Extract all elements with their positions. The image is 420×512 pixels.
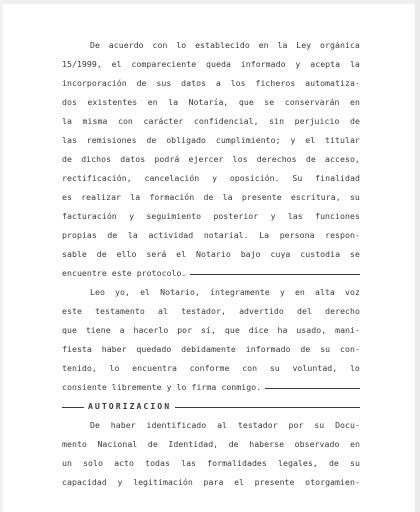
word: presente (254, 477, 295, 487)
word: la (168, 97, 179, 107)
word: sus (156, 78, 172, 88)
word: y (270, 211, 276, 221)
word: acceso, (325, 154, 360, 164)
word: la (349, 59, 360, 69)
word: con (117, 116, 133, 126)
word: misma (82, 116, 108, 126)
text-line (62, 226, 360, 245)
word: a (215, 78, 221, 88)
word: el (111, 59, 122, 69)
word: legitimación (133, 477, 193, 487)
word: Notario, (160, 287, 200, 297)
document-text (62, 36, 360, 492)
word: que (62, 325, 77, 335)
word: tenido, (62, 363, 97, 373)
word: oposición. (229, 173, 280, 183)
word: escritura, (290, 192, 341, 202)
page-left-edge (0, 0, 3, 512)
text-line (62, 473, 360, 492)
word: tiene (85, 325, 111, 335)
word: sí, (201, 325, 216, 335)
word: su (314, 420, 325, 430)
word: en (350, 439, 360, 449)
word: carácter (143, 116, 184, 126)
word: Identidad, (168, 439, 219, 449)
word: formación (149, 192, 195, 202)
text-line (62, 454, 360, 473)
word: este (62, 306, 82, 316)
word: en (258, 40, 269, 50)
word: haber (110, 420, 136, 430)
word: existentes (87, 97, 138, 107)
word: al (217, 420, 228, 430)
word: es (62, 192, 72, 202)
word: La (259, 230, 270, 240)
word: confidencial, (193, 116, 259, 126)
word: 15/1999, (62, 59, 102, 69)
word: automatiza- (305, 78, 360, 88)
text-line-content: encuentre este protocolo. (62, 268, 187, 278)
word: propias (62, 230, 97, 240)
word: un (62, 458, 72, 468)
word: queda (206, 59, 231, 69)
text-line (62, 359, 360, 378)
word: y (290, 135, 296, 145)
word: de (328, 458, 339, 468)
word: de (203, 192, 214, 202)
word: funciones (315, 211, 360, 221)
text-line (62, 340, 360, 359)
word: en (147, 97, 158, 107)
word: en (349, 97, 360, 107)
word: haberse (249, 439, 285, 449)
text-line (62, 207, 360, 226)
page-top-edge (0, 0, 420, 4)
word: posterior (213, 211, 259, 221)
word: lo (349, 363, 360, 373)
word: se (264, 97, 275, 107)
word: del (297, 306, 312, 316)
word: de (146, 135, 157, 145)
text-line (62, 55, 360, 74)
word: presente (241, 192, 282, 202)
word: se (349, 249, 360, 259)
word: Leo (90, 287, 105, 297)
word: íntegramente (210, 287, 270, 297)
text-line-content: consiente libremente y lo firma conmigo. (62, 382, 262, 392)
word: de (136, 78, 147, 88)
text-line (62, 112, 360, 131)
word: advertido (239, 306, 284, 316)
word: los (232, 154, 248, 164)
page-right-edge (415, 0, 420, 512)
word: que (238, 97, 254, 107)
word: acepta (310, 59, 341, 69)
word: realizar (81, 192, 122, 202)
word: voluntad, (292, 363, 338, 373)
text-line (62, 302, 360, 321)
text-line (62, 131, 360, 150)
word: informado (245, 344, 291, 354)
word: persona (279, 230, 315, 240)
text-line (62, 435, 360, 454)
word: ejercer (188, 154, 224, 164)
text-line (62, 321, 360, 340)
word: Docu- (335, 420, 360, 430)
word: dice (248, 325, 269, 335)
word: que (224, 325, 240, 335)
word: testador (237, 420, 278, 430)
word: la (277, 40, 288, 50)
word: mento (62, 439, 87, 449)
section-heading: AUTORIZACION (88, 401, 172, 411)
word: derechos (256, 154, 297, 164)
word: obligado (166, 135, 207, 145)
word: de (96, 249, 107, 259)
word: finalidad (315, 173, 360, 183)
word: respon- (325, 230, 360, 240)
word: lo (176, 40, 187, 50)
line-filler-rule (265, 388, 360, 389)
word: el (234, 477, 245, 487)
word: en (294, 287, 305, 297)
word: la (62, 116, 72, 126)
word: seguimiento (146, 211, 202, 221)
word: compareciente (131, 59, 197, 69)
word: lo (109, 363, 120, 373)
word: con (242, 363, 258, 373)
word: su (269, 363, 280, 373)
word: la (127, 230, 138, 240)
word: será (146, 249, 167, 259)
word: con (152, 40, 168, 50)
word: de (300, 344, 311, 354)
word: orgánica (320, 40, 360, 50)
word: de (305, 154, 316, 164)
word: cumplimiento; (215, 135, 281, 145)
word: hacerlo (133, 325, 169, 335)
word: capacidad (62, 477, 107, 487)
word: debidamente (181, 344, 236, 354)
word: datos (120, 154, 146, 164)
word: bajo (240, 249, 261, 259)
word: de (350, 116, 360, 126)
word: Notaría, (188, 97, 229, 107)
word: quedado (136, 344, 172, 354)
text-line-with-rule (62, 378, 360, 397)
word: alta (314, 287, 335, 297)
word: su (320, 344, 331, 354)
word: cuya (270, 249, 291, 259)
word: su (350, 458, 360, 468)
word: ficheros (255, 78, 296, 88)
word: la (130, 192, 141, 202)
word: facturación (62, 211, 117, 221)
word: y (279, 287, 285, 297)
text-line (62, 416, 360, 435)
word: sin (269, 116, 285, 126)
word: legales, (278, 458, 318, 468)
word: fiesta (62, 344, 92, 354)
line-filler-rule (190, 274, 360, 275)
text-line (62, 150, 360, 169)
text-line (62, 245, 360, 264)
word: yo, (115, 287, 130, 297)
word: perjuicio (294, 116, 340, 126)
word: usado, (296, 325, 327, 335)
text-line (62, 36, 360, 55)
word: rectificación, (62, 173, 132, 183)
word: cancelación (144, 173, 200, 183)
text-line (62, 188, 360, 207)
word: testamento (95, 306, 145, 316)
word: acto (114, 458, 134, 468)
word: al (158, 306, 168, 316)
word: las (181, 458, 197, 468)
word: incorporación (62, 78, 127, 88)
word: encuentra (132, 363, 177, 373)
word: sable (62, 249, 87, 259)
word: por (288, 420, 304, 430)
word: Ley (296, 40, 312, 50)
word: voz (344, 287, 360, 297)
word: el (305, 135, 316, 145)
word: todas (145, 458, 170, 468)
word: y (117, 477, 123, 487)
text-line (62, 74, 360, 93)
word: Nacional (97, 439, 138, 449)
word: su (349, 192, 360, 202)
word: las (62, 135, 77, 145)
word: el (176, 249, 187, 259)
word: Su (292, 173, 303, 183)
word: las (287, 211, 303, 221)
text-line-with-rule (62, 264, 360, 283)
word: formalidades (207, 458, 267, 468)
word: dichos (81, 154, 112, 164)
word: dos (62, 97, 77, 107)
word: establecido (195, 40, 250, 50)
word: por (177, 325, 193, 335)
word: podrá (154, 154, 180, 164)
word: ello (116, 249, 137, 259)
word: otorgamien- (305, 477, 360, 487)
word: actividad (148, 230, 194, 240)
word: notarial. (203, 230, 249, 240)
word: con- (340, 344, 360, 354)
word: mani- (335, 325, 360, 335)
word: derecho (325, 306, 360, 316)
text-line (62, 169, 360, 188)
heading-rule-left (62, 407, 84, 408)
word: remisiones (86, 135, 137, 145)
word: identificado (146, 420, 207, 430)
section-heading-line (62, 397, 360, 416)
word: ha (277, 325, 288, 335)
word: de (62, 154, 72, 164)
word: Notario (195, 249, 231, 259)
word: para (203, 477, 224, 487)
word: conforme (189, 363, 230, 373)
word: de (228, 439, 239, 449)
word: titular (325, 135, 360, 145)
text-line (62, 93, 360, 112)
word: el (140, 287, 151, 297)
word: haber (101, 344, 127, 354)
word: custodia (300, 249, 341, 259)
word: y (295, 59, 301, 69)
word: y (129, 211, 135, 221)
word: de (147, 439, 158, 449)
word: observado (294, 439, 340, 449)
word: De (90, 40, 100, 50)
word: conservarán (284, 97, 340, 107)
word: de (107, 230, 118, 240)
word: solo (83, 458, 103, 468)
word: De (90, 420, 100, 430)
word: la (222, 192, 233, 202)
word: testador, (181, 306, 226, 316)
text-line (62, 283, 360, 302)
word: los (230, 78, 246, 88)
word: datos (181, 78, 207, 88)
heading-rule-right (175, 407, 360, 408)
word: informado (240, 59, 286, 69)
word: y (212, 173, 218, 183)
word: acuerdo (108, 40, 144, 50)
word: a (119, 325, 125, 335)
